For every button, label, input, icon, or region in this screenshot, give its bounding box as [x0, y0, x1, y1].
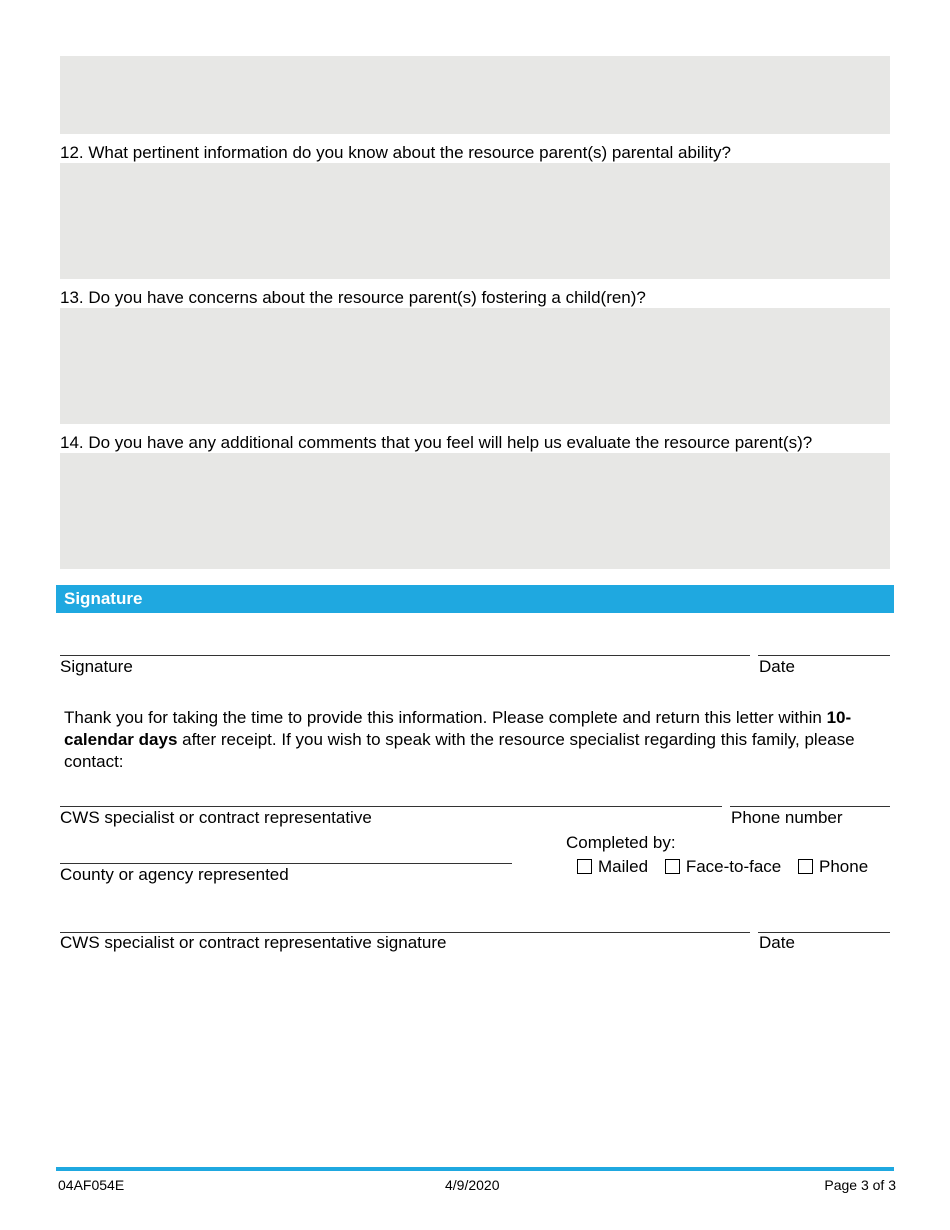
question-14-label: 14. Do you have any additional comments that you feel will help us evaluate the resource parent(s)?	[60, 433, 813, 452]
mailed-label: Mailed	[598, 857, 649, 876]
completed-by-label: Completed by:	[566, 833, 676, 852]
completed-by-options	[577, 857, 868, 877]
signature-date-label: Date	[759, 657, 795, 676]
specialist-signature-label: CWS specialist or contract representative signature	[60, 933, 447, 952]
footer-divider	[56, 1167, 894, 1171]
phone-number-label: Phone number	[731, 808, 843, 827]
county-agency-label: County or agency represented	[60, 865, 289, 884]
phone-label: Phone	[819, 857, 869, 876]
option-phone[interactable]	[798, 857, 868, 877]
answer-field-q11[interactable]	[60, 56, 890, 134]
specialist-name-label: CWS specialist or contract representative	[60, 808, 372, 827]
footer-form-id: 04AF054E	[58, 1177, 125, 1193]
footer-date: 4/9/2020	[445, 1177, 500, 1193]
answer-field-q12[interactable]	[60, 163, 890, 279]
closing-paragraph	[64, 707, 884, 773]
face-to-face-checkbox[interactable]	[665, 859, 680, 874]
question-13-label: 13. Do you have concerns about the resource parent(s) fostering a child(ren)?	[60, 288, 646, 307]
option-mailed[interactable]	[577, 857, 648, 877]
answer-field-q14[interactable]	[60, 453, 890, 569]
phone-number-line[interactable]	[730, 806, 890, 807]
closing-text-bold: 10-calendar days	[64, 708, 852, 749]
signature-section-title: Signature	[64, 589, 143, 608]
specialist-date-label: Date	[759, 933, 795, 952]
specialist-name-line[interactable]	[60, 806, 722, 807]
signature-date-line[interactable]	[758, 655, 890, 656]
option-face-to-face[interactable]	[665, 857, 781, 877]
footer-page-number: Page 3 of 3	[824, 1177, 896, 1193]
signature-line[interactable]	[60, 655, 750, 656]
signature-label: Signature	[60, 657, 133, 676]
mailed-checkbox[interactable]	[577, 859, 592, 874]
county-agency-line[interactable]	[60, 863, 512, 864]
answer-field-q13[interactable]	[60, 308, 890, 424]
signature-section-header	[56, 585, 894, 613]
face-to-face-label: Face-to-face	[685, 857, 782, 876]
phone-checkbox[interactable]	[798, 859, 813, 874]
closing-text-end: after receipt. If you wish to speak with the resource specialist regarding this family, please contact:	[64, 730, 855, 771]
question-12-label: 12. What pertinent information do you know about the resource parent(s) parental ability?	[60, 143, 731, 162]
closing-text-start: Thank you for taking the time to provide this information. Please complete and return this letter within	[64, 708, 827, 727]
